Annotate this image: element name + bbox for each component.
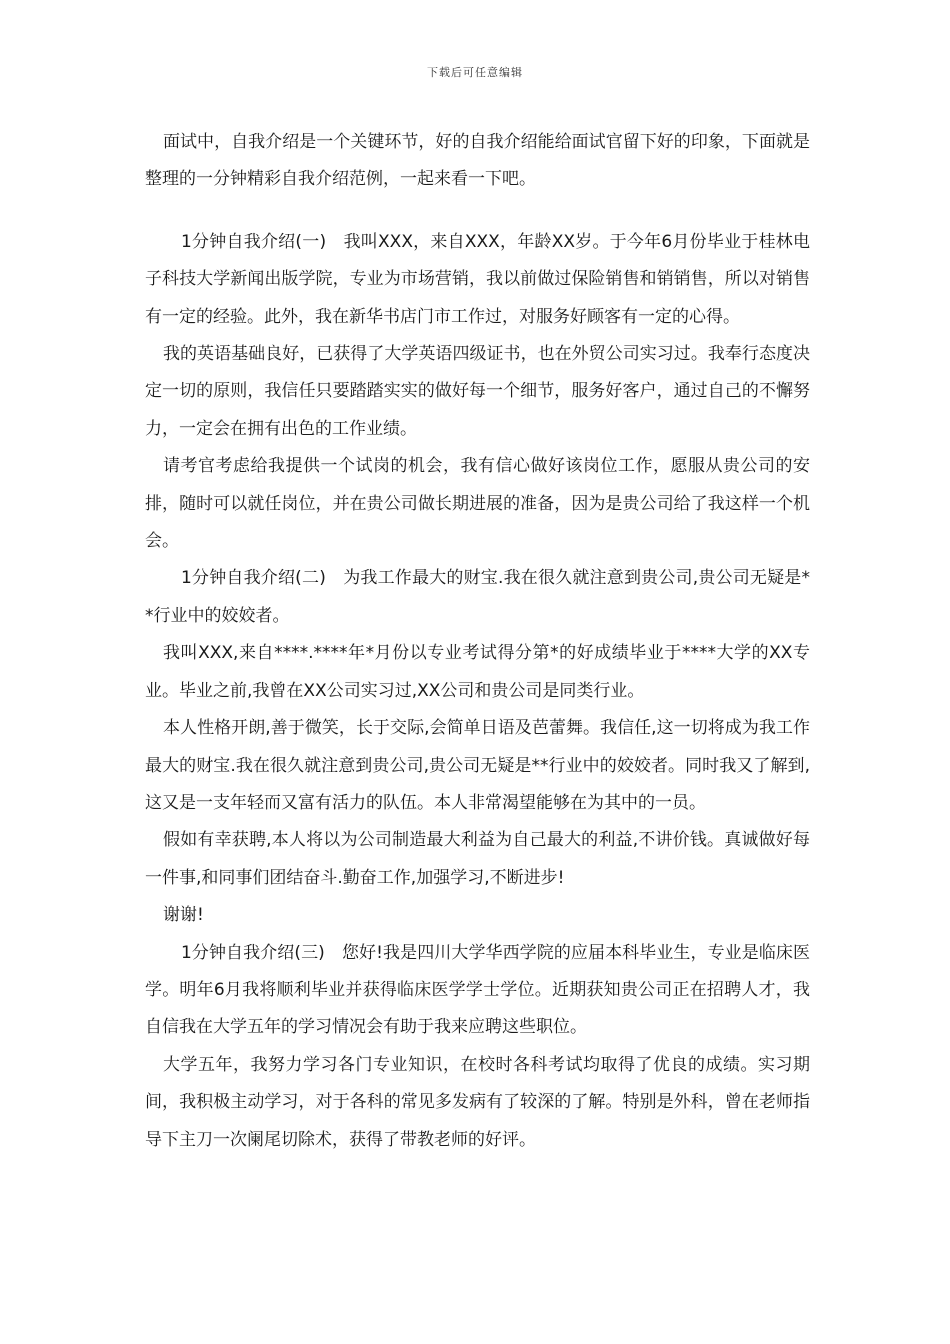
example-two-personality-paragraph: 本人性格开朗,善于微笑，长于交际,会简单日语及芭蕾舞。我信任,这一切将成为我工作最大的财宝.我在很久就注意到贵公司,贵公司无疑是**行业中的姣姣者。同时我又了解到,这又是一支年轻而又富有活力的队伍。本人非常渴望能够在为其中的一员。 — [145, 718, 810, 813]
document-body — [145, 124, 810, 1159]
thanks-paragraph: 谢谢! — [163, 905, 204, 926]
example-one-paragraph: 1分钟自我介绍(一) 我叫XXX，来自XXX，年龄XX岁。于今年6月份毕业于桂林电子科技大学新闻出版学院，专业为市场营销，我以前做过保险销售和销销售，所以对销售有一定的经验。此外，我在新华书店门市工作过，对服务好顾客有一定的心得。 — [145, 231, 810, 327]
example-two-paragraph: 1分钟自我介绍(二) 为我工作最大的财宝.我在很久就注意到贵公司,贵公司无疑是**行业中的姣姣者。 — [145, 568, 810, 626]
example-two-background-paragraph: 我叫XXX,来自****.****年*月份以专业考试得分第*的好成绩毕业于****大学的XX专业。毕业之前,我曾在XX公司实习过,XX公司和贵公司是同类行业。 — [145, 643, 810, 701]
example-one-closing-paragraph: 请考官考虑给我提供一个试岗的机会，我有信心做好该岗位工作，愿服从贵公司的安排，随时可以就任岗位，并在贵公司做长期进展的准备，因为是贵公司给了我这样一个机会。 — [145, 456, 810, 552]
example-two-commitment-paragraph: 假如有幸获聘,本人将以为公司制造最大利益为自己最大的利益,不讲价钱。真诚做好每一件事,和同事们团结奋斗.勤奋工作,加强学习,不断进步! — [145, 830, 810, 888]
example-one-english-paragraph: 我的英语基础良好，已获得了大学英语四级证书，也在外贸公司实习过。我奉行态度决定一切的原则，我信任只要踏踏实实的做好每一个细节，服务好客户，通过自己的不懈努力，一定会在拥有出色的工作业绩。 — [145, 344, 810, 439]
intro-paragraph: 面试中，自我介绍是一个关键环节，好的自我介绍能给面试官留下好的印象，下面就是整理的一分钟精彩自我介绍范例，一起来看一下吧。 — [145, 132, 810, 190]
example-three-study-paragraph: 大学五年，我努力学习各门专业知识，在校时各科考试均取得了优良的成绩。实习期间，我积极主动学习，对于各科的常见多发病有了较深的了解。特别是外科，曾在老师指导下主刀一次阑尾切除术，获得了带教老师的好评。 — [145, 1054, 810, 1150]
page-header: 下载后可任意编辑 — [427, 66, 523, 79]
example-three-paragraph: 1分钟自我介绍(三) 您好!我是四川大学华西学院的应届本科毕业生，专业是临床医学。明年6月我将顺利毕业并获得临床医学学士学位。近期获知贵公司正在招聘人才，我自信我在大学五年的学习情况会有助于我来应聘这些职位。 — [145, 942, 810, 1038]
